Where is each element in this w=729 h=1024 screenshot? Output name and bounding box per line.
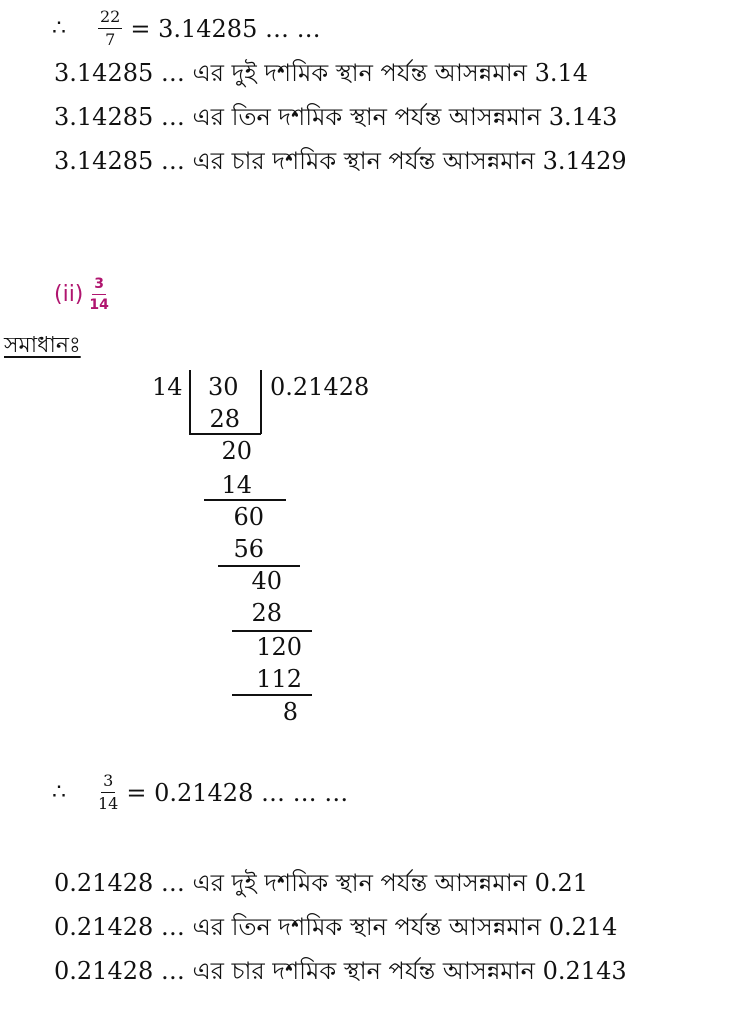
part-number: (ii)	[54, 282, 84, 307]
division-step: 28	[251, 599, 282, 627]
division-rule	[204, 499, 286, 501]
fraction-3-14	[98, 772, 118, 813]
division-step: 112	[256, 665, 302, 693]
division-rule	[232, 694, 312, 696]
therefore-symbol: ∴	[52, 780, 66, 805]
rounding-line-three-places: 3.14285 … এর তিন দশমিক স্থান পর্যন্ত আসন্নমান 3.143	[54, 103, 618, 131]
fraction-denominator: 14	[89, 297, 109, 313]
division-step: 40	[251, 567, 282, 595]
division-step: 28	[209, 405, 240, 433]
divisor: 14	[152, 373, 183, 401]
division-step: 56	[233, 535, 264, 563]
dividend: 30	[208, 373, 239, 401]
rounding-line-two-places: 3.14285 … এর দুই দশমিক স্থান পর্যন্ত আসন্নমান 3.14	[54, 59, 589, 87]
division-step: 20	[221, 437, 252, 465]
division-step: 14	[221, 471, 252, 499]
fraction-denominator: 14	[98, 794, 119, 813]
fraction-numerator: 3	[92, 276, 106, 295]
solution-heading: সমাধানঃ	[4, 333, 81, 358]
division-step: 120	[256, 633, 302, 661]
equation-3-14-decimal	[52, 772, 348, 813]
fraction-numerator: 3	[101, 772, 115, 793]
rounding-line-four-places: 3.14285 … এর চার দশমিক স্থান পর্যন্ত আসন্নমান 3.1429	[54, 147, 627, 175]
division-rule	[189, 433, 261, 435]
therefore-symbol: ∴	[52, 16, 66, 41]
fraction-numerator: 22	[98, 8, 122, 29]
division-remainder: 8	[282, 698, 298, 726]
equation-rhs: = 3.14285 … …	[130, 14, 321, 43]
rounding-line-three-places: 0.21428 … এর তিন দশমিক স্থান পর্যন্ত আসন্নমান 0.214	[54, 913, 618, 941]
division-step: 60	[233, 503, 264, 531]
rounding-line-four-places: 0.21428 … এর চার দশমিক স্থান পর্যন্ত আসন্নমান 0.2143	[54, 957, 627, 985]
quotient: 0.21428	[270, 373, 370, 401]
rounding-line-two-places: 0.21428 … এর দুই দশমিক স্থান পর্যন্ত আসন্নমান 0.21	[54, 869, 589, 897]
equation-rhs: = 0.21428 … … …	[126, 778, 349, 807]
quotient-bar	[260, 370, 262, 434]
fraction-denominator: 7	[105, 30, 116, 49]
